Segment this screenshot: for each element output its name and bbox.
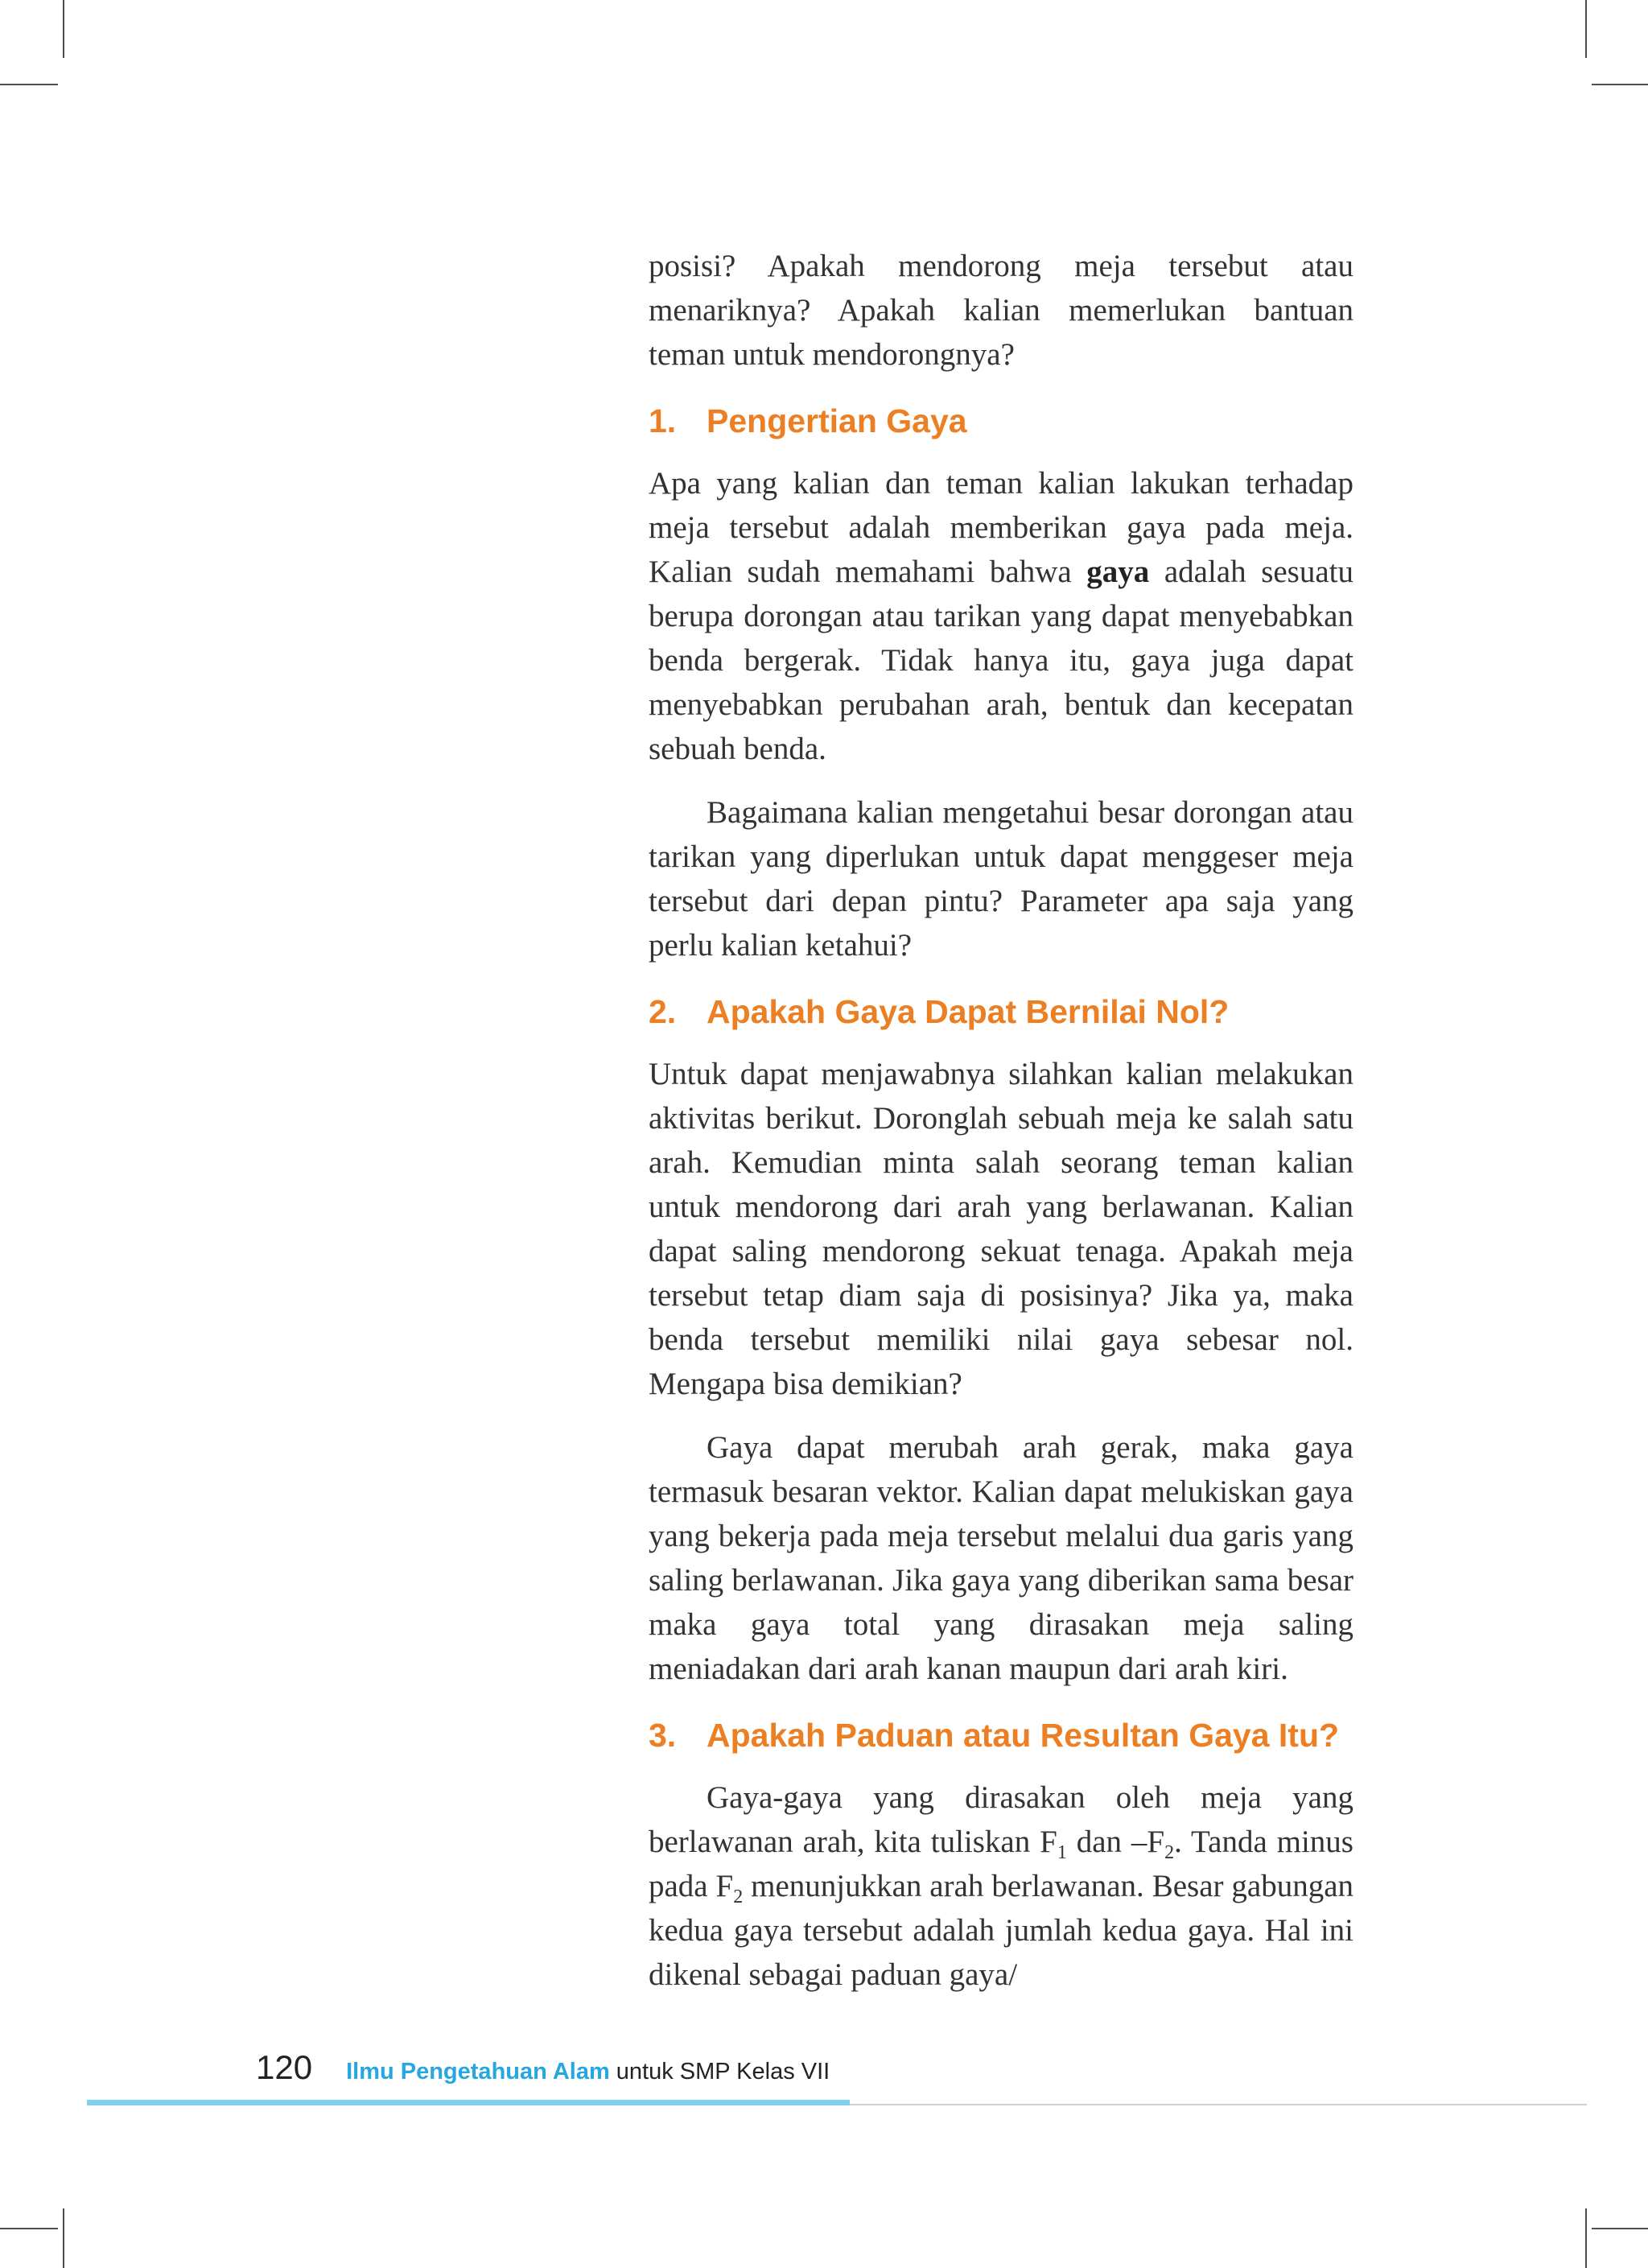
text-column: [649, 244, 1353, 1997]
section-1-title: Pengertian Gaya: [707, 402, 967, 439]
section-2-number: 2.: [649, 993, 677, 1030]
crop-mark-bottom-left-v: [63, 2208, 64, 2268]
section-1-p1-text-b: adalah sesuatu berupa dorongan atau tarikan yang dapat menyebabkan benda bergerak. Tidak hanya itu, gaya juga dapat menyebabkan perubahan arah, bentuk dan kecepatan sebuah benda.: [649, 555, 1353, 766]
section-2-title: Apakah Gaya Dapat Bernilai Nol?: [707, 993, 1230, 1030]
crop-mark-top-right-h: [1592, 84, 1648, 85]
section-1-paragraph-2: Bagaimana kalian mengetahui besar dorongan atau tarikan yang diperlukan untuk dapat menggeser meja tersebut dari depan pintu? Parameter apa saja yang perlu kalian ketahui?: [649, 795, 1353, 963]
section-3-text-d: menunjukkan arah berlawanan. Besar gabungan kedua gaya tersebut adalah jumlah kedua gaya. Hal ini dikenal sebagai paduan gaya/: [649, 1869, 1354, 1992]
crop-mark-top-left-v: [63, 0, 64, 58]
page-number: 120: [256, 2048, 313, 2086]
subscript-2: 2: [1164, 1842, 1175, 1863]
section-3-paragraph-1: [649, 1775, 1353, 1997]
crop-mark-bottom-right-h: [1592, 2228, 1648, 2229]
section-3-number: 3.: [649, 1717, 677, 1754]
crop-mark-top-right-v: [1585, 0, 1587, 58]
crop-mark-top-left-h: [0, 84, 58, 85]
book-title: [346, 2059, 830, 2085]
crop-mark-bottom-left-h: [0, 2228, 58, 2229]
section-1-heading: [649, 399, 1353, 443]
section-2-paragraph-1: Untuk dapat menjawabnya silahkan kalian melakukan aktivitas berikut. Doronglah sebuah meja ke salah satu arah. Kemudian minta salah seorang teman kalian untuk mendorong dari arah yang berlawanan. Kalian dapat saling mendorong sekuat tenaga. Apakah meja tersebut tetap diam saja di posisinya? Jika ya, maka benda tersebut memiliki nilai gaya sebesar nol. Mengapa bisa demikian?: [649, 1057, 1353, 1401]
footer-accent-rule: [87, 2100, 850, 2105]
page-footer: [256, 2048, 830, 2089]
section-3-text-c: . Tanda minus pada F: [649, 1825, 1353, 1903]
book-title-sub: untuk SMP Kelas VII: [609, 2059, 830, 2084]
section-1-number: 1.: [649, 402, 677, 439]
section-3-text-a: Gaya-gaya yang dirasakan oleh meja yang berlawanan arah, kita tuliskan F: [649, 1780, 1353, 1859]
section-1-paragraph-1: [649, 461, 1353, 771]
book-title-main: Ilmu Pengetahuan Alam: [346, 2059, 610, 2084]
section-3-text-b: dan –F: [1066, 1825, 1165, 1859]
subscript-3: 2: [733, 1887, 744, 1907]
section-2-paragraph-2: Gaya dapat merubah arah gerak, maka gaya termasuk besaran vektor. Kalian dapat melukiskan gaya yang bekerja pada meja tersebut melalui dua garis yang saling berlawanan. Jika gaya yang diberikan sama besar maka gaya total yang dirasakan meja saling meniadakan dari arah kanan maupun dari arah kiri.: [649, 1430, 1353, 1686]
section-3-title: Apakah Paduan atau Resultan Gaya Itu?: [707, 1717, 1340, 1754]
section-1-p1-text-a: Apa yang kalian dan teman kalian lakukan terhadap meja tersebut adalah memberikan gaya pada meja. Kalian sudah memahami bahwa: [649, 466, 1353, 589]
crop-mark-bottom-right-v: [1585, 2208, 1587, 2268]
section-2-heading: [649, 990, 1353, 1034]
subscript-1: 1: [1057, 1842, 1067, 1863]
section-3-heading: [649, 1713, 1353, 1758]
term-gaya-bold: gaya: [1086, 555, 1150, 589]
intro-paragraph: posisi? Apakah mendorong meja tersebut atau menariknya? Apakah kalian memerlukan bantuan teman untuk mendorongnya?: [649, 249, 1353, 372]
